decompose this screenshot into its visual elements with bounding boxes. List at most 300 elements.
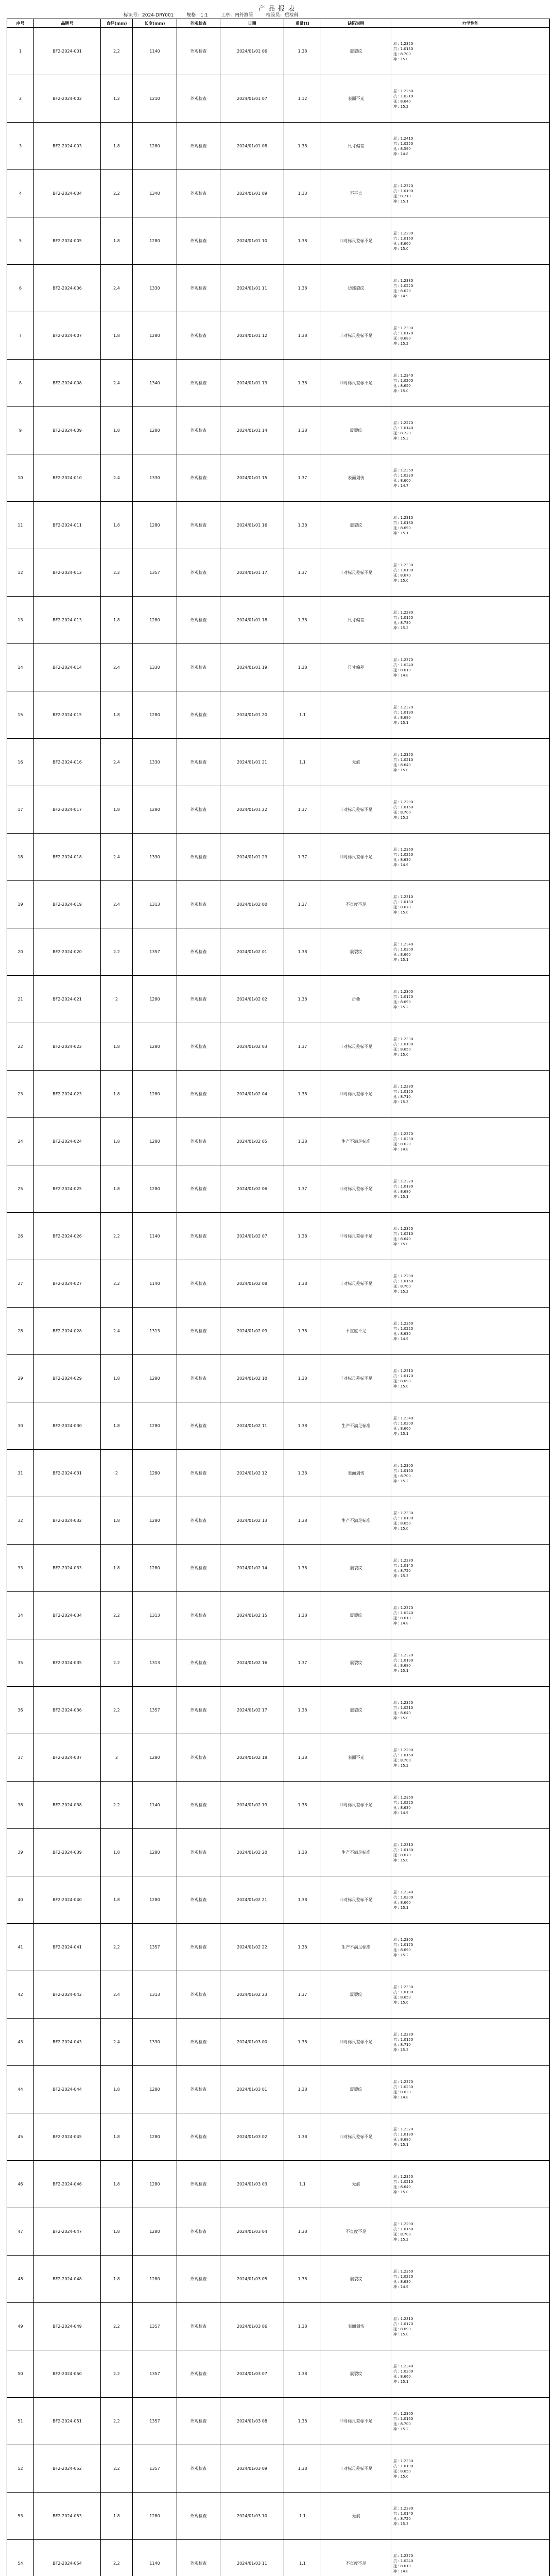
cell-appearance: 外观检查: [177, 502, 220, 549]
cell-date: 2024/01/02 08: [220, 1260, 284, 1308]
cell-length: 1140: [133, 1260, 177, 1308]
cell-date: 2024/01/03 09: [220, 2445, 284, 2493]
meta-item: 规格：1:1: [186, 13, 208, 18]
cell-weight: 1.37: [284, 834, 321, 881]
cell-diameter: 2.4: [101, 834, 133, 881]
cell-diameter: 1.8: [101, 1876, 133, 1924]
cell-properties: 屈 : 1.2300 抗 : 1.0170 延 : 8.690 冲 : 15.2: [391, 1924, 550, 1971]
cell-weight: 1.38: [284, 597, 321, 644]
cell-defect: 非对标尺差标不足: [321, 360, 391, 407]
cell-date: 2024/01/01 21: [220, 739, 284, 786]
cell-date: 2024/01/02 13: [220, 1497, 284, 1545]
cell-defect: 尺寸偏差: [321, 123, 391, 170]
cell-length: 1340: [133, 170, 177, 217]
cell-code: BF2-2024-050: [34, 2350, 101, 2398]
cell-no: 1: [7, 28, 34, 75]
cell-weight: 1.38: [284, 2445, 321, 2493]
cell-properties: 屈 : 1.2360 抗 : 1.0220 延 : 8.630 冲 : 14.9: [391, 1308, 550, 1355]
cell-diameter: 2.2: [101, 170, 133, 217]
cell-date: 2024/01/02 00: [220, 881, 284, 928]
cell-date: 2024/01/03 05: [220, 2256, 284, 2303]
cell-code: BF2-2024-045: [34, 2113, 101, 2161]
cell-no: 12: [7, 549, 34, 597]
table-row: [7, 2350, 550, 2398]
cell-date: 2024/01/02 16: [220, 1639, 284, 1687]
cell-length: 1330: [133, 739, 177, 786]
cell-no: 19: [7, 881, 34, 928]
cell-defect: 无痕: [321, 739, 391, 786]
table-row: [7, 1592, 550, 1639]
cell-defect: 非对标尺差标不足: [321, 217, 391, 265]
cell-weight: 1.37: [284, 549, 321, 597]
table-row: [7, 1876, 550, 1924]
cell-code: BF2-2024-020: [34, 928, 101, 976]
cell-defect: 表面划伤: [321, 1450, 391, 1497]
cell-length: 1280: [133, 2161, 177, 2208]
table-row: [7, 549, 550, 597]
table-row: [7, 739, 550, 786]
cell-no: 9: [7, 407, 34, 454]
cell-length: 1280: [133, 1402, 177, 1450]
cell-length: 1313: [133, 1639, 177, 1687]
cell-appearance: 外观检查: [177, 265, 220, 312]
cell-diameter: 1.8: [101, 217, 133, 265]
cell-defect: 震裂纹: [321, 1687, 391, 1734]
cell-appearance: 外观检查: [177, 691, 220, 739]
cell-weight: 1.38: [284, 2350, 321, 2398]
cell-diameter: 1.8: [101, 1829, 133, 1876]
table-row: [7, 2303, 550, 2350]
cell-properties: 屈 : 1.2350 抗 : 1.0210 延 : 8.640 冲 : 15.0: [391, 1687, 550, 1734]
cell-appearance: 外观检查: [177, 2398, 220, 2445]
table-row: [7, 1023, 550, 1071]
table-row: [7, 834, 550, 881]
cell-properties: 屈 : 1.2270 抗 : 1.0140 延 : 8.720 冲 : 15.3: [391, 407, 550, 454]
cell-code: BF2-2024-023: [34, 1071, 101, 1118]
cell-code: BF2-2024-036: [34, 1687, 101, 1734]
cell-no: 43: [7, 2019, 34, 2066]
cell-weight: 1.1: [284, 2493, 321, 2540]
cell-defect: 尺寸偏差: [321, 644, 391, 691]
cell-properties: 屈 : 1.2260 抗 : 1.0210 延 : 8.640 冲 : 15.2: [391, 75, 550, 123]
cell-defect: 震裂纹: [321, 1971, 391, 2019]
cell-no: 21: [7, 976, 34, 1023]
table-row: [7, 1260, 550, 1308]
cell-diameter: 2.4: [101, 1971, 133, 2019]
report-title: 产品报表: [258, 5, 298, 13]
cell-defect: 尺寸偏差: [321, 597, 391, 644]
cell-appearance: 外观检查: [177, 454, 220, 502]
cell-date: 2024/01/02 02: [220, 976, 284, 1023]
cell-date: 2024/01/02 17: [220, 1687, 284, 1734]
cell-defect: 不直度不足: [321, 1308, 391, 1355]
cell-appearance: 外观检查: [177, 1402, 220, 1450]
cell-no: 46: [7, 2161, 34, 2208]
cell-date: 2024/01/01 23: [220, 834, 284, 881]
cell-no: 23: [7, 1071, 34, 1118]
cell-diameter: 2.2: [101, 549, 133, 597]
table-row: [7, 1829, 550, 1876]
cell-defect: 生产不满足标准: [321, 1402, 391, 1450]
cell-properties: 屈 : 1.2290 抗 : 1.0160 延 : 8.700 冲 : 15.2: [391, 1260, 550, 1308]
cell-no: 36: [7, 1687, 34, 1734]
table-row: [7, 2445, 550, 2493]
cell-no: 39: [7, 1829, 34, 1876]
cell-diameter: 1.8: [101, 2493, 133, 2540]
cell-diameter: 2.2: [101, 1639, 133, 1687]
table-row: [7, 644, 550, 691]
cell-date: 2024/01/01 19: [220, 644, 284, 691]
cell-defect: 非对标尺差标不足: [321, 786, 391, 834]
cell-properties: 屈 : 1.2360 抗 : 1.0220 延 : 8.630 冲 : 14.9: [391, 1782, 550, 1829]
cell-defect: 不直度不足: [321, 2208, 391, 2256]
cell-date: 2024/01/01 07: [220, 75, 284, 123]
cell-properties: 屈 : 1.2370 抗 : 1.0240 延 : 8.610 冲 : 14.8: [391, 1592, 550, 1639]
cell-properties: 屈 : 1.2340 抗 : 1.0200 延 : 8.650 冲 : 15.0: [391, 360, 550, 407]
cell-weight: 1.38: [284, 976, 321, 1023]
cell-diameter: 2.4: [101, 739, 133, 786]
cell-no: 54: [7, 2540, 34, 2576]
cell-diameter: 1.8: [101, 1071, 133, 1118]
cell-defect: 不直度不足: [321, 2540, 391, 2576]
cell-weight: 1.37: [284, 454, 321, 502]
cell-weight: 1.1: [284, 739, 321, 786]
cell-length: 1330: [133, 644, 177, 691]
cell-diameter: 1.8: [101, 407, 133, 454]
cell-weight: 1.38: [284, 28, 321, 75]
cell-no: 25: [7, 1165, 34, 1213]
cell-defect: 非对标尺差标不足: [321, 1213, 391, 1260]
cell-code: BF2-2024-052: [34, 2445, 101, 2493]
cell-weight: 1.38: [284, 1308, 321, 1355]
cell-date: 2024/01/03 00: [220, 2019, 284, 2066]
cell-defect: 震裂纹: [321, 2256, 391, 2303]
cell-code: BF2-2024-047: [34, 2208, 101, 2256]
cell-weight: 1.38: [284, 1355, 321, 1402]
cell-defect: 震裂纹: [321, 1545, 391, 1592]
cell-date: 2024/01/02 19: [220, 1782, 284, 1829]
cell-appearance: 外观检查: [177, 1924, 220, 1971]
cell-date: 2024/01/01 06: [220, 28, 284, 75]
cell-diameter: 2.2: [101, 1592, 133, 1639]
cell-code: BF2-2024-017: [34, 786, 101, 834]
cell-code: BF2-2024-037: [34, 1734, 101, 1782]
cell-length: 1210: [133, 75, 177, 123]
cell-weight: 1.38: [284, 407, 321, 454]
cell-properties: 屈 : 1.2340 抗 : 1.0200 延 : 8.660 冲 : 15.1: [391, 1402, 550, 1450]
cell-appearance: 外观检查: [177, 1829, 220, 1876]
cell-code: BF2-2024-016: [34, 739, 101, 786]
cell-no: 31: [7, 1450, 34, 1497]
cell-no: 45: [7, 2113, 34, 2161]
cell-appearance: 外观检查: [177, 834, 220, 881]
cell-code: BF2-2024-043: [34, 2019, 101, 2066]
cell-date: 2024/01/01 14: [220, 407, 284, 454]
cell-weight: 1.38: [284, 1402, 321, 1450]
cell-no: 42: [7, 1971, 34, 2019]
cell-no: 8: [7, 360, 34, 407]
cell-length: 1280: [133, 1734, 177, 1782]
column-header: 品牌号: [34, 19, 101, 28]
cell-length: 1313: [133, 1592, 177, 1639]
cell-length: 1280: [133, 123, 177, 170]
cell-date: 2024/01/02 09: [220, 1308, 284, 1355]
cell-code: BF2-2024-002: [34, 75, 101, 123]
cell-weight: 1.1: [284, 2540, 321, 2576]
cell-defect: 非对标尺差标不足: [321, 1782, 391, 1829]
cell-diameter: 2.4: [101, 2019, 133, 2066]
cell-date: 2024/01/01 16: [220, 502, 284, 549]
cell-defect: 不平直: [321, 170, 391, 217]
cell-length: 1280: [133, 407, 177, 454]
cell-diameter: 1.8: [101, 123, 133, 170]
cell-properties: 屈 : 1.2360 抗 : 1.0220 延 : 8.630 冲 : 14.9: [391, 2256, 550, 2303]
cell-appearance: 外观检查: [177, 2113, 220, 2161]
cell-code: BF2-2024-031: [34, 1450, 101, 1497]
cell-weight: 1.37: [284, 1971, 321, 2019]
cell-no: 51: [7, 2398, 34, 2445]
cell-properties: 屈 : 1.2290 抗 : 1.0160 延 : 8.700 冲 : 15.2: [391, 2208, 550, 2256]
cell-appearance: 外观检查: [177, 1260, 220, 1308]
cell-appearance: 外观检查: [177, 1639, 220, 1687]
cell-date: 2024/01/03 03: [220, 2161, 284, 2208]
cell-code: BF2-2024-024: [34, 1118, 101, 1165]
table-row: [7, 2113, 550, 2161]
cell-no: 11: [7, 502, 34, 549]
cell-diameter: 2: [101, 1734, 133, 1782]
cell-length: 1280: [133, 2208, 177, 2256]
cell-length: 1330: [133, 2019, 177, 2066]
cell-weight: 1.1: [284, 2161, 321, 2208]
cell-code: BF2-2024-015: [34, 691, 101, 739]
cell-code: BF2-2024-049: [34, 2303, 101, 2350]
cell-no: 13: [7, 597, 34, 644]
cell-length: 1330: [133, 454, 177, 502]
cell-weight: 1.38: [284, 312, 321, 360]
cell-diameter: 1.8: [101, 1118, 133, 1165]
table-body: [7, 28, 550, 2576]
cell-appearance: 外观检查: [177, 1355, 220, 1402]
cell-length: 1280: [133, 2256, 177, 2303]
cell-no: 52: [7, 2445, 34, 2493]
cell-date: 2024/01/02 15: [220, 1592, 284, 1639]
cell-weight: 1.38: [284, 2398, 321, 2445]
table-row: [7, 2066, 550, 2113]
cell-code: BF2-2024-004: [34, 170, 101, 217]
cell-date: 2024/01/01 13: [220, 360, 284, 407]
cell-defect: 表面划伤: [321, 2303, 391, 2350]
cell-length: 1340: [133, 360, 177, 407]
cell-length: 1357: [133, 2445, 177, 2493]
cell-code: BF2-2024-048: [34, 2256, 101, 2303]
cell-diameter: 1.8: [101, 1545, 133, 1592]
table-row: [7, 1497, 550, 1545]
cell-length: 1313: [133, 1308, 177, 1355]
cell-properties: 屈 : 1.2350 抗 : 1.0130 延 : 8.700 冲 : 15.0: [391, 28, 550, 75]
cell-length: 1280: [133, 502, 177, 549]
cell-no: 6: [7, 265, 34, 312]
cell-no: 27: [7, 1260, 34, 1308]
cell-weight: 1.12: [284, 75, 321, 123]
table-row: [7, 2019, 550, 2066]
cell-diameter: 1.8: [101, 1497, 133, 1545]
cell-code: BF2-2024-005: [34, 217, 101, 265]
column-header: 缺陷说明: [321, 19, 391, 28]
cell-properties: 屈 : 1.2280 抗 : 1.0140 延 : 8.720 冲 : 15.3: [391, 1545, 550, 1592]
cell-length: 1280: [133, 2493, 177, 2540]
cell-no: 28: [7, 1308, 34, 1355]
cell-appearance: 外观检查: [177, 2208, 220, 2256]
cell-properties: 屈 : 1.2280 抗 : 1.0150 延 : 8.730 冲 : 15.2: [391, 597, 550, 644]
cell-properties: 屈 : 1.2300 抗 : 1.0170 延 : 8.690 冲 : 15.2: [391, 976, 550, 1023]
cell-no: 24: [7, 1118, 34, 1165]
cell-appearance: 外观检查: [177, 1023, 220, 1071]
cell-no: 29: [7, 1355, 34, 1402]
cell-diameter: 2.2: [101, 1924, 133, 1971]
cell-weight: 1.38: [284, 1545, 321, 1592]
table-row: [7, 691, 550, 739]
cell-weight: 1.38: [284, 2113, 321, 2161]
cell-code: BF2-2024-003: [34, 123, 101, 170]
cell-diameter: 2.2: [101, 928, 133, 976]
cell-defect: 不直度不足: [321, 881, 391, 928]
cell-date: 2024/01/01 10: [220, 217, 284, 265]
cell-code: BF2-2024-054: [34, 2540, 101, 2576]
cell-diameter: 2.4: [101, 1308, 133, 1355]
cell-date: 2024/01/01 22: [220, 786, 284, 834]
cell-code: BF2-2024-019: [34, 881, 101, 928]
column-header: 长度(mm): [133, 19, 177, 28]
cell-code: BF2-2024-009: [34, 407, 101, 454]
cell-diameter: 1.2: [101, 75, 133, 123]
cell-length: 1280: [133, 1118, 177, 1165]
cell-defect: 生产不满足标准: [321, 1497, 391, 1545]
cell-date: 2024/01/01 17: [220, 549, 284, 597]
column-header: 日期: [220, 19, 284, 28]
cell-date: 2024/01/02 23: [220, 1971, 284, 2019]
cell-weight: 1.38: [284, 2303, 321, 2350]
cell-defect: 非对标尺差标不足: [321, 2445, 391, 2493]
cell-diameter: 2: [101, 1450, 133, 1497]
cell-properties: 屈 : 1.2320 抗 : 1.0180 延 : 8.680 冲 : 15.1: [391, 1165, 550, 1213]
cell-date: 2024/01/01 09: [220, 170, 284, 217]
table-row: [7, 786, 550, 834]
cell-defect: 非对标尺差标不足: [321, 312, 391, 360]
cell-weight: 1.38: [284, 1450, 321, 1497]
cell-appearance: 外观检查: [177, 2256, 220, 2303]
cell-diameter: 2.4: [101, 360, 133, 407]
cell-no: 32: [7, 1497, 34, 1545]
cell-length: 1313: [133, 1971, 177, 2019]
cell-code: BF2-2024-038: [34, 1782, 101, 1829]
cell-weight: 1.38: [284, 1687, 321, 1734]
cell-weight: 1.38: [284, 1829, 321, 1876]
cell-defect: [321, 691, 391, 739]
cell-defect: 非对标尺差标不足: [321, 834, 391, 881]
cell-length: 1280: [133, 786, 177, 834]
cell-date: 2024/01/03 04: [220, 2208, 284, 2256]
cell-diameter: 2.4: [101, 644, 133, 691]
cell-diameter: 1.8: [101, 312, 133, 360]
table-row: [7, 1924, 550, 1971]
cell-appearance: 外观检查: [177, 1734, 220, 1782]
cell-properties: 屈 : 1.2310 抗 : 1.0180 延 : 8.690 冲 : 15.1: [391, 502, 550, 549]
cell-date: 2024/01/02 10: [220, 1355, 284, 1402]
cell-no: 3: [7, 123, 34, 170]
table-row: [7, 2540, 550, 2576]
cell-properties: 屈 : 1.2290 抗 : 1.0160 延 : 8.700 冲 : 15.2: [391, 786, 550, 834]
table-row: [7, 1782, 550, 1829]
cell-length: 1357: [133, 549, 177, 597]
cell-defect: 表面不光: [321, 1734, 391, 1782]
cell-date: 2024/01/02 03: [220, 1023, 284, 1071]
cell-length: 1280: [133, 1023, 177, 1071]
cell-weight: 1.37: [284, 1639, 321, 1687]
cell-appearance: 外观检查: [177, 1782, 220, 1829]
cell-code: BF2-2024-012: [34, 549, 101, 597]
table-row: [7, 1971, 550, 2019]
cell-appearance: 外观检查: [177, 1876, 220, 1924]
cell-defect: 表面划伤: [321, 454, 391, 502]
cell-appearance: 外观检查: [177, 1213, 220, 1260]
cell-diameter: 1.8: [101, 597, 133, 644]
cell-no: 35: [7, 1639, 34, 1687]
cell-length: 1280: [133, 1165, 177, 1213]
cell-appearance: 外观检查: [177, 1592, 220, 1639]
cell-diameter: 2.4: [101, 881, 133, 928]
cell-appearance: 外观检查: [177, 644, 220, 691]
cell-no: 38: [7, 1782, 34, 1829]
cell-no: 30: [7, 1402, 34, 1450]
cell-properties: 屈 : 1.2360 抗 : 1.0230 延 : 8.600 冲 : 14.7: [391, 454, 550, 502]
cell-weight: 1.38: [284, 502, 321, 549]
table-row: [7, 976, 550, 1023]
cell-defect: 震裂纹: [321, 928, 391, 976]
cell-diameter: 1.8: [101, 1402, 133, 1450]
table-row: [7, 454, 550, 502]
cell-length: 1280: [133, 1450, 177, 1497]
cell-no: 16: [7, 739, 34, 786]
table-row: [7, 1355, 550, 1402]
cell-diameter: 1.8: [101, 1165, 133, 1213]
cell-code: BF2-2024-027: [34, 1260, 101, 1308]
cell-code: BF2-2024-040: [34, 1876, 101, 1924]
cell-code: BF2-2024-034: [34, 1592, 101, 1639]
cell-date: 2024/01/01 11: [220, 265, 284, 312]
cell-defect: 非对标尺差标不足: [321, 2113, 391, 2161]
cell-properties: 屈 : 1.2360 抗 : 1.0220 延 : 8.630 冲 : 14.9: [391, 834, 550, 881]
cell-length: 1280: [133, 1071, 177, 1118]
cell-appearance: 外观检查: [177, 312, 220, 360]
table-row: [7, 1639, 550, 1687]
cell-properties: 屈 : 1.2330 抗 : 1.0190 延 : 8.650 冲 : 15.0: [391, 1971, 550, 2019]
cell-appearance: 外观检查: [177, 170, 220, 217]
cell-code: BF2-2024-030: [34, 1402, 101, 1450]
cell-weight: 1.37: [284, 786, 321, 834]
cell-diameter: 2.2: [101, 1260, 133, 1308]
cell-properties: 屈 : 1.2320 抗 : 1.0180 延 : 8.680 冲 : 15.1: [391, 2113, 550, 2161]
cell-appearance: 外观检查: [177, 1308, 220, 1355]
table-row: [7, 312, 550, 360]
cell-weight: 1.38: [284, 1876, 321, 1924]
cell-appearance: 外观检查: [177, 217, 220, 265]
cell-no: 50: [7, 2350, 34, 2398]
cell-diameter: 2.2: [101, 2398, 133, 2445]
cell-length: 1280: [133, 2066, 177, 2113]
cell-appearance: 外观检查: [177, 786, 220, 834]
cell-length: 1280: [133, 1829, 177, 1876]
cell-properties: 屈 : 1.2280 抗 : 1.0140 延 : 8.720 冲 : 15.3: [391, 2493, 550, 2540]
